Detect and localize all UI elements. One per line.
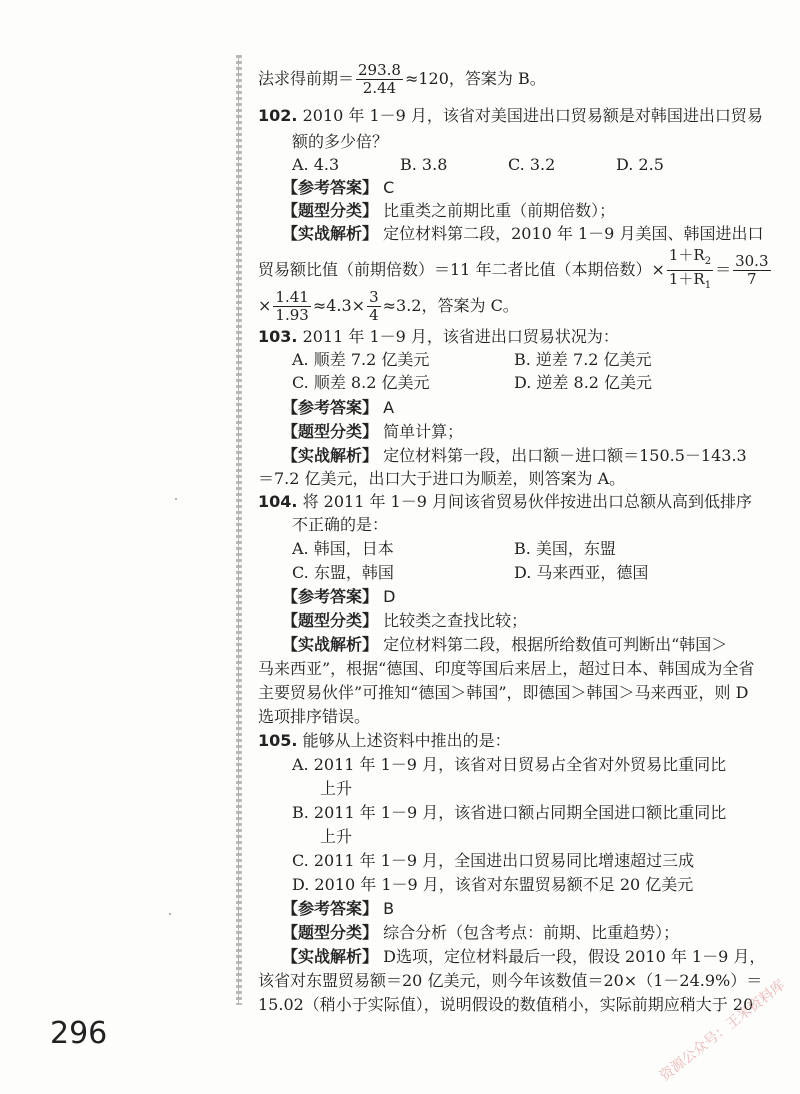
analysis-text: 主要贸易伙伴”可推知“德国＞韩国”，即德国＞韩国＞马来西亚，则 D <box>258 683 749 702</box>
analysis-text: × <box>258 296 272 315</box>
type-label: 【题型分类】 <box>282 611 379 630</box>
option-c: C. 东盟，韩国 <box>292 563 394 582</box>
option-d <box>292 873 693 897</box>
question-103-options-row2 <box>292 371 736 395</box>
fraction-numerator: 1.41 <box>275 288 309 306</box>
question-number: 104. <box>258 492 298 511</box>
type-value: 比重类之前期比重（前期倍数）； <box>383 201 616 220</box>
margin-divider <box>236 55 242 1005</box>
answer-row <box>282 396 394 420</box>
type-row <box>282 921 679 945</box>
type-label: 【题型分类】 <box>282 422 379 441</box>
question-102-options <box>292 153 724 177</box>
option-c <box>292 849 694 873</box>
subscript: 1 <box>704 280 712 291</box>
type-label: 【题型分类】 <box>282 201 379 220</box>
analysis-row: 贸易额比值（前期倍数）＝11 年二者比值（本期倍数）× $\frac{1+R_2}{1+R_1}$ ＝ $\frac{30.3}{7}$ <box>258 247 773 294</box>
analysis-text: ＝7.2 亿美元，出口大于进口为顺差，则答案为 A。 <box>258 469 626 488</box>
analysis-row <box>258 705 370 729</box>
fraction-denominator <box>667 271 713 294</box>
intro-suffix: ≈120，答案为 B。 <box>404 69 546 88</box>
analysis-row <box>282 222 763 246</box>
analysis-row <box>282 444 747 468</box>
analysis-text: 贸易额比值（前期倍数）＝11 年二者比值（本期倍数）× <box>258 260 665 279</box>
subscript: 2 <box>704 256 712 267</box>
option-text: 上升 <box>320 779 353 798</box>
question-number: 102. <box>258 106 298 125</box>
analysis-label: 【实战解析】 <box>282 635 379 654</box>
analysis-text: 马来西亚”，根据“德国、印度等国后来居上，超过日本、韩国成为全省 <box>258 659 755 678</box>
answer-label: 【参考答案】 <box>282 178 379 197</box>
fraction-denominator: 1.93 <box>275 306 309 324</box>
type-value: 比较类之查找比较； <box>383 611 528 630</box>
answer-row <box>282 176 394 200</box>
fraction-denominator: 4 <box>369 306 379 324</box>
analysis-label: 【实战解析】 <box>282 224 379 243</box>
fraction <box>273 289 310 324</box>
option-d: D. 2.5 <box>616 155 664 174</box>
option-a <box>292 753 726 777</box>
option-d: D. 逆差 8.2 亿美元 <box>514 373 653 392</box>
question-text: 能够从上述资料中推出的是： <box>302 731 511 750</box>
question-text: 2010 年 1－9 月，该省对美国进出口贸易额是对韩国进出口贸易 <box>302 106 763 125</box>
analysis-row <box>258 681 748 705</box>
question-103-stem <box>258 325 619 349</box>
option-c: C. 顺差 8.2 亿美元 <box>292 373 430 392</box>
fraction-text: 1＋R <box>668 246 705 264</box>
option-a: A. 4.3 <box>292 155 340 174</box>
question-102-stem <box>258 104 763 128</box>
question-text: 将 2011 年 1－9 月间该省贸易伙伴按进出口总额从高到低排序 <box>302 492 753 511</box>
question-text: 不正确的是： <box>292 515 389 534</box>
question-text: 2011 年 1－9 月，该省进出口贸易状况为： <box>302 327 619 346</box>
intro-prefix: 法求得前期＝ <box>258 69 355 88</box>
question-number: 103. <box>258 327 298 346</box>
analysis-row <box>282 633 727 657</box>
type-label: 【题型分类】 <box>282 923 379 942</box>
answer-label: 【参考答案】 <box>282 899 379 918</box>
analysis-row <box>258 969 762 993</box>
analysis-row <box>282 945 765 969</box>
analysis-text: 选项排序错误。 <box>258 707 371 726</box>
fraction <box>733 253 770 288</box>
answer-row <box>282 897 394 921</box>
fraction <box>356 62 403 97</box>
type-row <box>282 420 463 444</box>
option-a-cont <box>320 777 352 801</box>
speck <box>175 498 177 500</box>
analysis-text: D选项，定位材料最后一段，假设 2010 年 1－9 月， <box>383 947 766 966</box>
fraction-numerator <box>667 247 713 271</box>
type-value: 简单计算； <box>383 422 464 441</box>
analysis-text: 该省对东盟贸易额＝20 亿美元，则今年该数值＝20×（1－24.9%）＝ <box>258 971 763 990</box>
answer-value: B <box>383 899 395 918</box>
option-text: 上升 <box>320 827 353 846</box>
option-d: D. 马来西亚，德国 <box>514 563 649 582</box>
question-104-stem <box>258 490 752 514</box>
fraction-text: 1＋R <box>668 270 705 288</box>
option-c: C. 3.2 <box>508 155 556 174</box>
answer-value: D <box>383 587 396 606</box>
question-number: 105. <box>258 731 298 750</box>
watermark: 资源公众号：王米资料库 <box>657 977 789 1085</box>
option-text: D. 2010 年 1－9 月，该省对东盟贸易额不足 20 亿美元 <box>292 875 694 894</box>
question-104-options-row1 <box>292 537 736 561</box>
option-b <box>292 801 726 825</box>
type-row <box>282 609 527 633</box>
question-105-stem <box>258 729 511 753</box>
option-text: A. 2011 年 1－9 月，该省对日贸易占全省对外贸易比重同比 <box>292 755 727 774</box>
option-b-cont <box>320 825 352 849</box>
fraction-numerator: 293.8 <box>358 61 401 79</box>
fraction-denominator: 2.44 <box>362 79 397 97</box>
fraction <box>667 247 713 294</box>
page-number: 296 <box>50 1016 108 1051</box>
answer-value: A <box>383 398 395 417</box>
question-text: 额的多少倍？ <box>292 132 389 151</box>
option-a: A. 韩国，日本 <box>292 539 394 558</box>
answer-label: 【参考答案】 <box>282 587 379 606</box>
option-b: B. 美国，东盟 <box>514 539 616 558</box>
option-a: A. 顺差 7.2 亿美元 <box>292 350 430 369</box>
type-value: 综合分析（包含考点：前期、比重趋势）； <box>383 923 680 942</box>
option-text: C. 2011 年 1－9 月，全国进出口贸易同比增速超过三成 <box>292 851 695 870</box>
analysis-label: 【实战解析】 <box>282 446 379 465</box>
analysis-row <box>258 467 625 491</box>
question-103-options-row1 <box>292 348 736 372</box>
analysis-text: 定位材料第二段，2010 年 1－9 月美国、韩国进出口 <box>383 224 764 243</box>
analysis-row <box>258 289 519 324</box>
option-b: B. 逆差 7.2 亿美元 <box>514 350 652 369</box>
answer-row <box>282 585 395 609</box>
analysis-row <box>258 657 754 681</box>
question-102-stem-cont <box>292 130 388 154</box>
analysis-text: 15.02（稍小于实际值），说明假设的数值稍小，实际前期应稍大于 20 <box>258 995 754 1014</box>
fraction-numerator: 3 <box>369 288 379 306</box>
option-text: B. 2011 年 1－9 月，该省进口额占同期全国进口额比重同比 <box>292 803 727 822</box>
answer-value: C <box>383 178 395 197</box>
analysis-text: ≈3.2，答案为 C。 <box>382 296 519 315</box>
analysis-label: 【实战解析】 <box>282 947 379 966</box>
speck <box>169 913 171 915</box>
question-104-options-row2 <box>292 561 736 585</box>
answer-label: 【参考答案】 <box>282 398 379 417</box>
fraction-numerator: 30.3 <box>735 252 769 270</box>
analysis-row <box>258 993 753 1017</box>
analysis-text: 定位材料第二段，根据所给数值可判断出“韩国＞ <box>383 635 728 654</box>
analysis-text: ≈4.3× <box>312 296 366 315</box>
option-b: B. 3.8 <box>400 155 448 174</box>
fraction-denominator: 7 <box>747 270 757 288</box>
type-row <box>282 199 615 223</box>
intro-line <box>258 62 546 97</box>
fraction <box>367 289 381 324</box>
analysis-text: 定位材料第一段，出口额－进口额＝150.5－143.3 <box>383 446 747 465</box>
question-104-stem-cont <box>292 513 388 537</box>
